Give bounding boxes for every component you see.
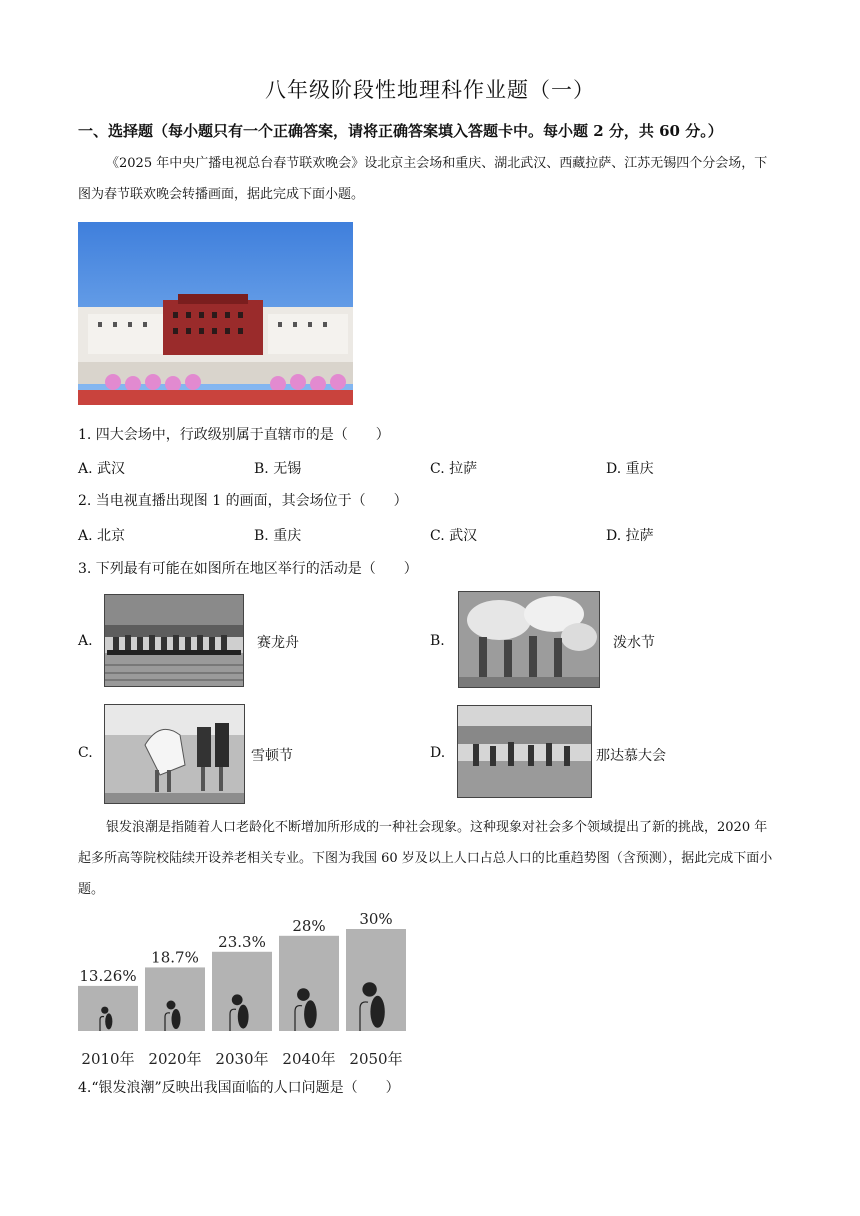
q1-option-a[interactable]: A. 武汉 <box>78 461 126 477</box>
value-label: 28% <box>292 916 326 935</box>
shoton-festival-photo <box>104 704 245 804</box>
intro-paragraph-1: 《2025 年中央广播电视总台春节联欢晚会》设北京主会场和重庆、湖北武汉、西藏拉萨、江苏无锡四个分会场，下图为春节联欢晚会转播画面，据此完成下面小题。 <box>78 156 768 202</box>
category-label: 2020年 <box>148 1050 202 1068</box>
value-label: 13.26% <box>79 966 137 985</box>
q3-option-b[interactable]: B. <box>430 633 445 649</box>
q3-caption-d: 那达慕大会 <box>596 748 666 764</box>
category-label: 2050年 <box>349 1050 403 1068</box>
q3-caption-c: 雪顿节 <box>251 748 293 764</box>
q2-option-a[interactable]: A. 北京 <box>78 528 126 544</box>
question-4-stem: 4.“银发浪潮”反映出我国面临的人口问题是（ ） <box>78 1080 400 1096</box>
page-title: 八年级阶段性地理科作业题（一） <box>265 78 595 102</box>
q1-option-d[interactable]: D. 重庆 <box>606 461 654 477</box>
value-label: 23.3% <box>218 932 266 951</box>
naadam-festival-photo <box>457 705 592 798</box>
q3-option-d[interactable]: D. <box>430 745 446 761</box>
value-label: 30% <box>359 910 393 928</box>
q3-option-c[interactable]: C. <box>78 745 93 761</box>
question-1-stem: 1. 四大会场中，行政级别属于直辖市的是（ ） <box>78 427 390 443</box>
value-label: 18.7% <box>151 948 199 967</box>
category-label: 2010年 <box>81 1050 135 1068</box>
q3-option-a[interactable]: A. <box>78 633 93 649</box>
q2-option-d[interactable]: D. 拉萨 <box>606 528 654 544</box>
q2-option-b[interactable]: B. 重庆 <box>254 528 302 544</box>
q3-caption-b: 泼水节 <box>613 635 655 651</box>
potala-palace-image <box>78 222 353 405</box>
water-splashing-photo <box>458 591 600 688</box>
aging-population-chart <box>70 905 420 1077</box>
category-label: 2030年 <box>215 1050 269 1068</box>
intro-paragraph-2: 银发浪潮是指随着人口老龄化不断增加所形成的一种社会现象。这种现象对社会多个领域提出了新的挑战，2020 年起多所高等院校陆续开设养老相关专业。下图为我国 60 岁及以上人口占总人口的比重趋势图（含预测），据此完成下面小题。 <box>78 820 773 897</box>
section-heading: 一、选择题（每小题只有一个正确答案，请将正确答案填入答题卡中。每小题 2 分，共 60 分。） <box>78 122 723 140</box>
q3-caption-a: 赛龙舟 <box>257 635 299 651</box>
q1-option-c[interactable]: C. 拉萨 <box>430 461 478 477</box>
q1-option-b[interactable]: B. 无锡 <box>254 461 302 477</box>
q2-option-c[interactable]: C. 武汉 <box>430 528 478 544</box>
question-2-stem: 2. 当电视直播出现图 1 的画面，其会场位于（ ） <box>78 493 408 509</box>
category-label: 2040年 <box>282 1050 336 1068</box>
question-3-stem: 3. 下列最有可能在如图所在地区举行的活动是（ ） <box>78 561 418 577</box>
dragon-boat-photo <box>104 594 244 687</box>
